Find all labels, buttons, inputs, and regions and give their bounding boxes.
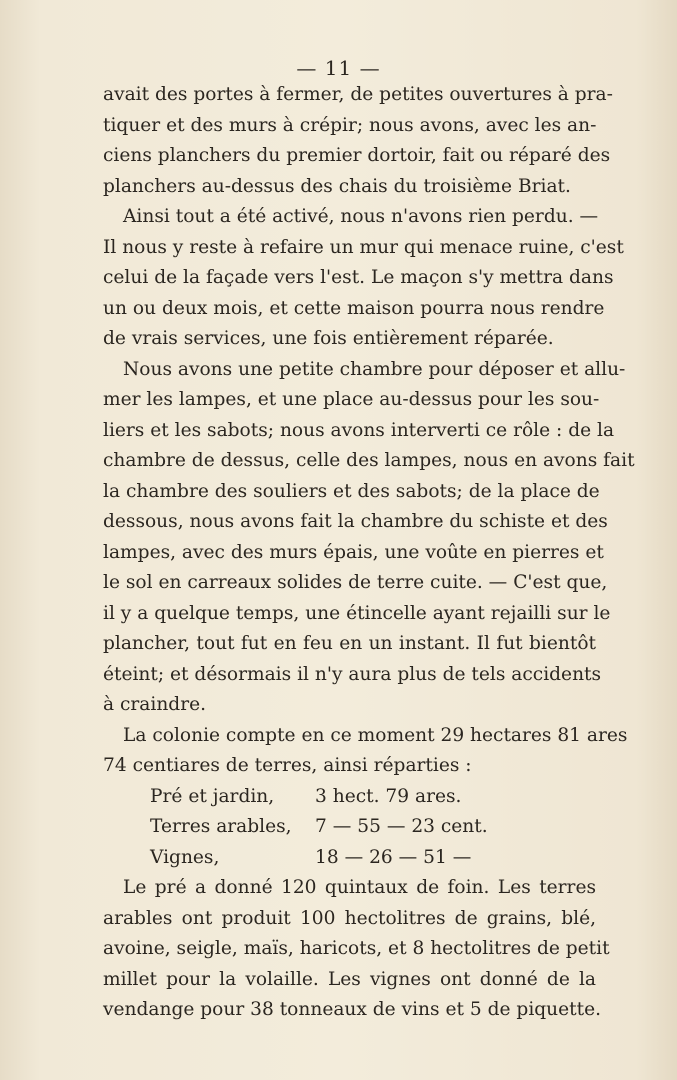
- text-line: Le pré a donné 120 quintaux de foin. Les terres: [123, 877, 596, 898]
- paragraph-2: [103, 202, 624, 355]
- land-holdings-table: [150, 782, 505, 874]
- text-line: 74 centiares de terres, ainsi réparties :: [103, 755, 472, 776]
- text-line: avait des portes à fermer, de petites ouvertures à pra-: [103, 84, 613, 105]
- table-row: [150, 843, 505, 874]
- page-text: [103, 80, 635, 1026]
- table-row: [150, 812, 505, 843]
- text-line: arables ont produit 100 hectolitres de grains, blé,: [103, 907, 596, 929]
- text-line: chambre de dessus, celle des lampes, nous en avons fait: [103, 450, 635, 471]
- page-number: — 11 —: [296, 56, 381, 80]
- text-line: plancher, tout fut en feu en un instant. Il fut bientôt: [103, 633, 596, 654]
- holding-value: 3 hect. 79 ares.: [315, 785, 462, 807]
- table-row: [150, 782, 505, 813]
- text-line: dessous, nous avons fait la chambre du schiste et des: [103, 511, 608, 532]
- text-line: Nous avons une petite chambre pour déposer et allu-: [123, 358, 626, 380]
- paragraph-3: [103, 355, 635, 721]
- holding-label: Pré et jardin,: [150, 785, 275, 807]
- holding-label: Terres arables,: [150, 816, 292, 837]
- holding-label: Vignes,: [150, 846, 220, 868]
- holding-value: 18 — 26 — 51 —: [315, 846, 472, 868]
- text-line: le sol en carreaux solides de terre cuite. — C'est que,: [103, 572, 608, 593]
- text-line: La colonie compte en ce moment 29 hectares 81 ares: [123, 724, 628, 746]
- text-line: mer les lampes, et une place au-dessus pour les sou-: [103, 389, 600, 410]
- text-line: la chambre des souliers et des sabots; de la place de: [103, 480, 600, 502]
- text-line: de vrais services, une fois entièrement réparée.: [103, 328, 554, 349]
- text-line: Ainsi tout a été activé, nous n'avons rien perdu. —: [123, 206, 599, 227]
- text-line: éteint; et désormais il n'y aura plus de tels accidents: [103, 663, 602, 685]
- text-line: liers et les sabots; nous avons interverti ce rôle : de la: [103, 419, 615, 441]
- text-line: tiquer et des murs à crépir; nous avons, avec les an-: [103, 114, 597, 136]
- paragraph-5: [103, 873, 610, 1026]
- text-line: un ou deux mois, et cette maison pourra nous rendre: [103, 297, 605, 319]
- text-line: vendange pour 38 tonneaux de vins et 5 de piquette.: [103, 999, 602, 1020]
- text-line: ciens planchers du premier dortoir, fait ou réparé des: [103, 145, 611, 166]
- text-line: avoine, seigle, maïs, haricots, et 8 hectolitres de petit: [103, 938, 610, 959]
- text-line: celui de la façade vers l'est. Le maçon s'y mettra dans: [103, 267, 614, 288]
- text-line: à craindre.: [103, 694, 207, 715]
- text-line: planchers au-dessus des chais du troisième Briat.: [103, 175, 571, 197]
- holding-value: 7 — 55 — 23 cent.: [315, 816, 488, 837]
- text-line: il y a quelque temps, une étincelle ayant rejailli sur le: [103, 602, 611, 624]
- paragraph-1: [103, 80, 613, 202]
- text-line: millet pour la volaille. Les vignes ont donné de la: [103, 968, 596, 990]
- paragraph-4: [103, 721, 628, 782]
- text-line: lampes, avec des murs épais, une voûte en pierres et: [103, 541, 604, 563]
- text-line: Il nous y reste à refaire un mur qui menace ruine, c'est: [103, 236, 624, 258]
